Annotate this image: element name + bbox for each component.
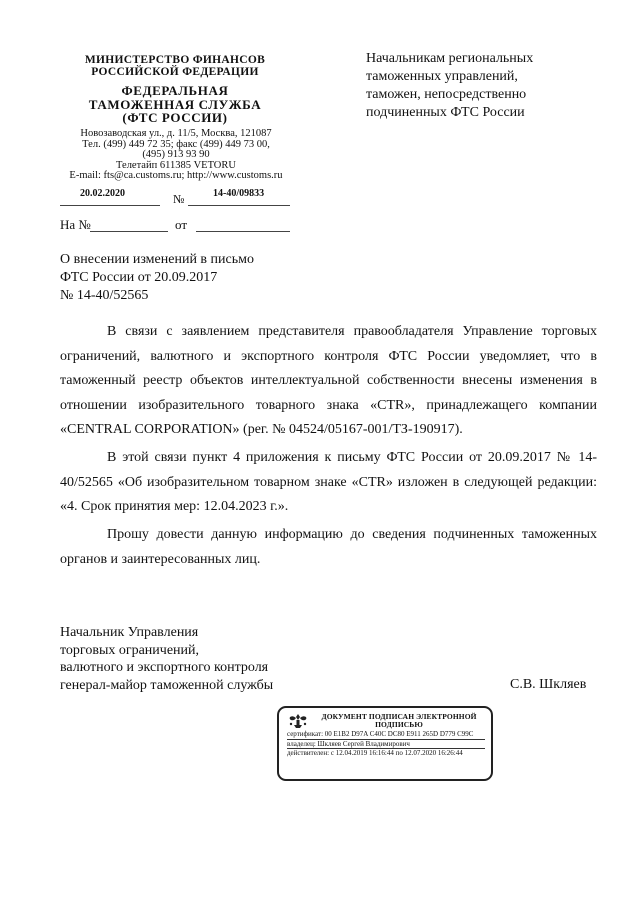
body-paragraph: Прошу довести данную информацию до сведения подчиненных таможенных органов и заинтересованных лиц. — [60, 527, 597, 567]
position-line: торговых ограничений, — [60, 642, 200, 658]
signatory-name: С.В. Шкляев — [510, 677, 587, 692]
body-paragraph: В этой связи пункт 4 приложения к письму ФТС России от 20.09.2017 № 14-40/52565 «Об изобразительном товарном знаке «CTR» изложен в следующей редакции: «4. Срок принятия мер: 12.04.2023 г.». — [60, 450, 597, 514]
contact-phone: Тел. (499) 449 72 35; факс (499) 449 73 00, — [82, 138, 270, 150]
contact-address: Новозаводская ул., д. 11/5, Москва, 121087 — [80, 128, 272, 139]
service-line: ТАМОЖЕННАЯ СЛУЖБА — [88, 96, 262, 112]
addressee-line: Начальникам региональных — [366, 51, 534, 66]
ministry-name — [60, 54, 290, 78]
registration-date: 20.02.2020 — [80, 188, 125, 199]
service-line: (ФТС РОССИИ) — [122, 110, 228, 125]
stamp-title: ДОКУМЕНТ ПОДПИСАН ЭЛЕКТРОННОЙ ПОДПИСЬЮ — [321, 711, 477, 729]
subject-line: ФТС России от 20.09.2017 — [60, 270, 218, 285]
addressee-line: таможенных управлений, — [366, 69, 518, 84]
reference-date-label: от — [175, 217, 188, 232]
position-line: генерал-майор таможенной службы — [60, 677, 274, 693]
registration-number-underline — [188, 205, 290, 206]
subject-line: № 14-40/52565 — [60, 288, 149, 303]
sender-contacts — [56, 129, 296, 182]
reference-number-label: На № — [60, 217, 91, 232]
subject-line: О внесении изменений в письмо — [60, 252, 254, 267]
position-line: валютного и экспортного контроля — [60, 660, 269, 675]
addressee — [366, 50, 606, 122]
contact-teletype: Телетайп 611385 VETORU — [116, 159, 236, 171]
registration-number-sign: № — [173, 192, 185, 206]
stamp-owner: владелец: Шкляев Сергей Владимирович — [287, 740, 485, 750]
registration-number: 14-40/09833 — [213, 188, 265, 199]
letter-body — [60, 320, 597, 576]
body-paragraph: В связи с заявлением представителя правообладателя Управление торговых ограничений, валютного и экспортного контроля ФТС России уведомляет, что в таможенный реестр объектов интеллектуальной собственности внесены изменения в отношении изобразительного товарного знака «CTR», принадлежащего компании «CENTRAL CORPORATION» (рег. № 04524/05167-001/ТЗ-190917). — [60, 324, 597, 437]
stamp-validity: действителен: с 12.04.2019 16:16:44 по 12.07.2020 16:26:44 — [287, 749, 463, 758]
service-name — [60, 84, 290, 125]
reference-number-underline — [90, 231, 168, 232]
ministry-line: МИНИСТЕРСТВО ФИНАНСОВ — [84, 54, 266, 66]
position-line: Начальник Управления — [60, 625, 199, 640]
contact-phone-2: (495) 913 93 90 — [142, 149, 210, 160]
letter-subject — [60, 251, 320, 305]
electronic-signature-stamp — [277, 706, 493, 781]
signatory-position — [60, 624, 360, 694]
contact-email: E-mail: fts@ca.customs.ru; http://www.customs.ru — [69, 170, 283, 181]
emblem-icon — [287, 712, 309, 730]
addressee-line: подчиненных ФТС России — [366, 105, 525, 120]
reference-date-underline — [196, 231, 290, 232]
registration-date-underline — [60, 205, 160, 206]
ministry-line: РОССИЙСКОЙ ФЕДЕРАЦИИ — [91, 66, 259, 78]
stamp-header — [287, 712, 485, 730]
service-line: ФЕДЕРАЛЬНАЯ — [121, 83, 229, 98]
addressee-line: таможен, непосредственно — [366, 87, 527, 102]
stamp-certificate: сертификат: 00 E1B2 D97A C40C DC80 E911 265D D779 C99C — [287, 730, 485, 740]
